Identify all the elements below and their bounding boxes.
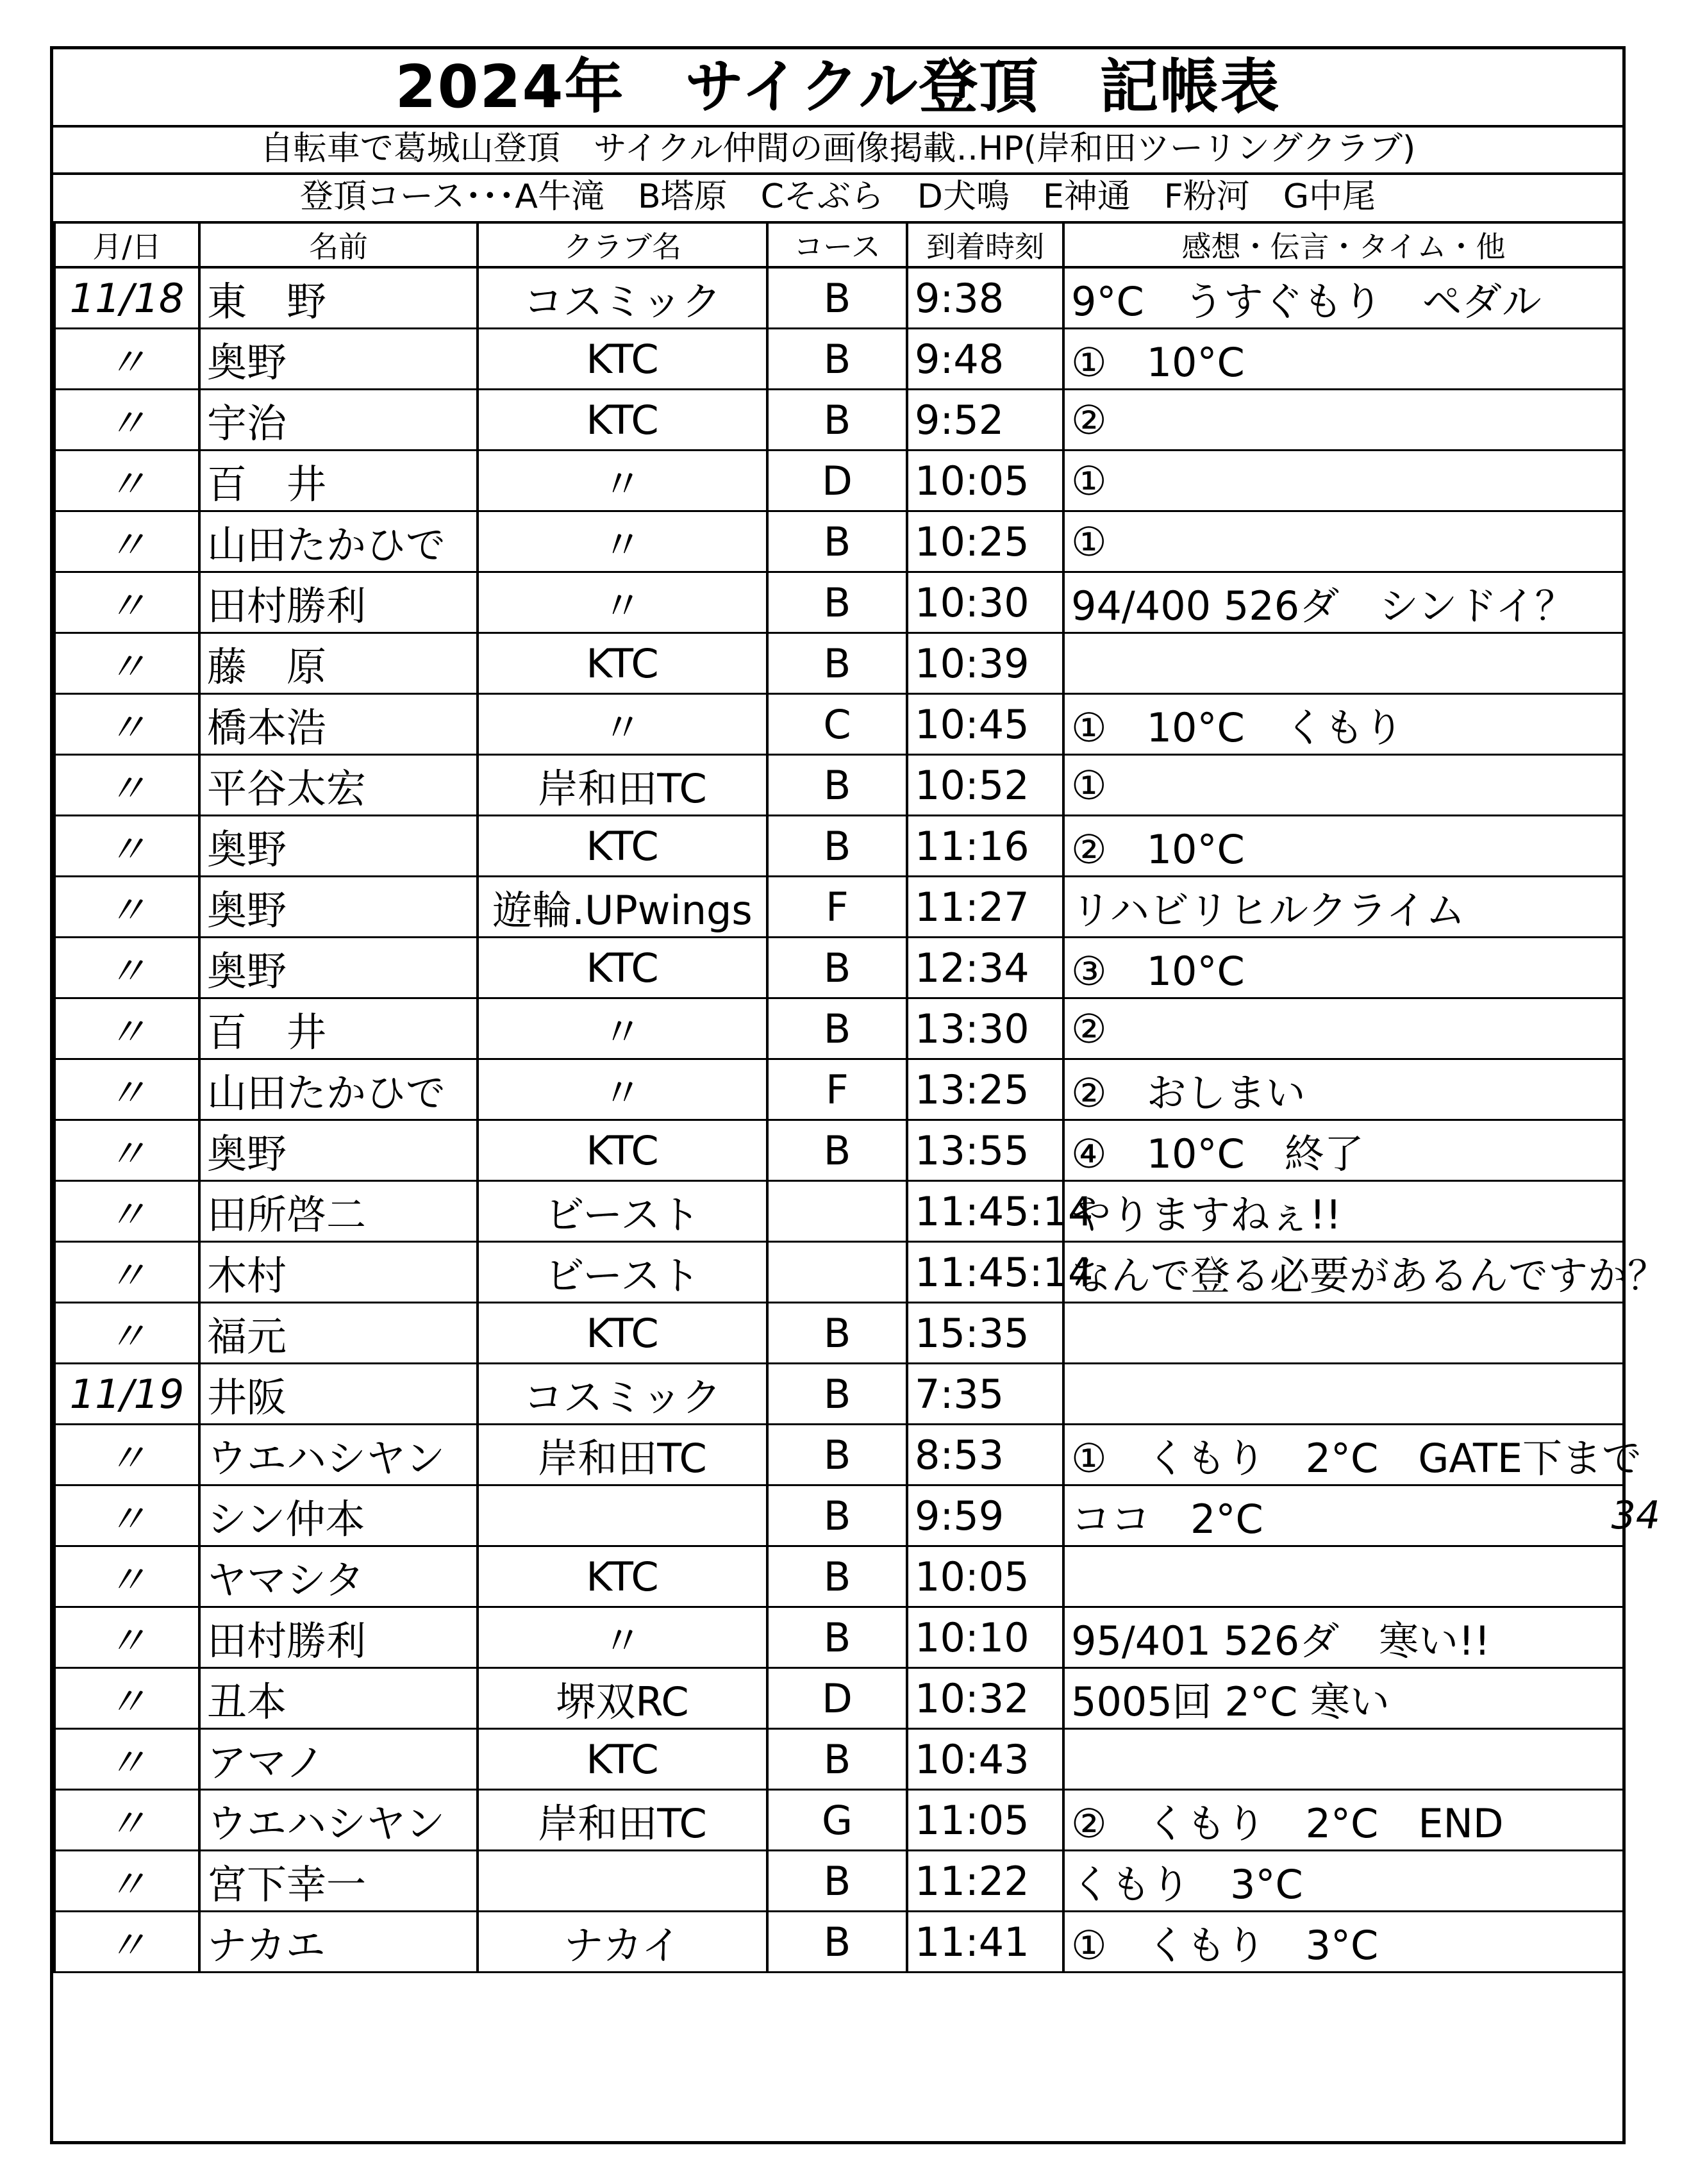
row-name: 宮下幸一 bbox=[199, 1851, 478, 1912]
header-time: 到着時刻 bbox=[907, 222, 1063, 267]
row-club: 〃 bbox=[478, 998, 767, 1059]
row-course: C bbox=[767, 694, 907, 755]
header-note: 感想・伝言・タイム・他 bbox=[1063, 222, 1624, 267]
table-row bbox=[54, 938, 1624, 998]
row-club bbox=[478, 1485, 767, 1546]
row-club: KTC bbox=[478, 1729, 767, 1790]
row-note: ① 10°C bbox=[1063, 329, 1624, 390]
table-row bbox=[54, 1059, 1624, 1120]
row-club: 遊輪.UPwings bbox=[478, 877, 767, 938]
row-name: ヤマシタ bbox=[199, 1546, 478, 1607]
table-row bbox=[54, 1668, 1624, 1729]
row-name: 宇治 bbox=[199, 390, 478, 451]
row-course bbox=[767, 1242, 907, 1303]
row-time: 9:38 bbox=[907, 267, 1063, 329]
row-name: 田所啓二 bbox=[199, 1181, 478, 1242]
row-name: 藤 原 bbox=[199, 633, 478, 694]
row-note: ③ 10°C bbox=[1063, 938, 1624, 998]
row-date: 11/19 bbox=[54, 1364, 199, 1425]
header-club: クラブ名 bbox=[478, 222, 767, 267]
row-date: 〃 bbox=[54, 1425, 199, 1485]
row-time: 10:05 bbox=[907, 1546, 1063, 1607]
row-name: 奥野 bbox=[199, 938, 478, 998]
row-club: 〃 bbox=[478, 511, 767, 572]
table-row bbox=[54, 755, 1624, 816]
row-time: 11:22 bbox=[907, 1851, 1063, 1912]
register-sheet bbox=[50, 46, 1668, 2144]
row-note: ① くもり 2°C GATE下まで bbox=[1063, 1425, 1624, 1485]
sheet-subtitle: 自転車で葛城山登頂 サイクル仲間の画像掲載‥HP(岸和田ツーリングクラブ) bbox=[53, 125, 1622, 175]
sheet-title: 2024年 サイクル登頂 記帳表 bbox=[53, 49, 1622, 128]
table-row bbox=[54, 1303, 1624, 1364]
row-course: B bbox=[767, 1485, 907, 1546]
row-time: 11:16 bbox=[907, 816, 1063, 877]
row-course: B bbox=[767, 1729, 907, 1790]
row-note bbox=[1063, 1364, 1624, 1425]
row-time: 9:52 bbox=[907, 390, 1063, 451]
row-club: KTC bbox=[478, 938, 767, 998]
row-note: 94/400 526ダ シンドイ？ bbox=[1063, 572, 1624, 633]
row-time: 8:53 bbox=[907, 1425, 1063, 1485]
row-date: 〃 bbox=[54, 998, 199, 1059]
row-date: 11/18 bbox=[54, 267, 199, 329]
row-course: B bbox=[767, 1912, 907, 1973]
row-note bbox=[1063, 1546, 1624, 1607]
row-course: B bbox=[767, 511, 907, 572]
row-note: ④ 10°C 終了 bbox=[1063, 1120, 1624, 1181]
row-date: 〃 bbox=[54, 938, 199, 998]
row-course: B bbox=[767, 755, 907, 816]
row-club: ビースト bbox=[478, 1181, 767, 1242]
table-row bbox=[54, 511, 1624, 572]
row-time: 11:41 bbox=[907, 1912, 1063, 1973]
row-date: 〃 bbox=[54, 633, 199, 694]
table-row bbox=[54, 998, 1624, 1059]
ascent-log-table bbox=[53, 221, 1668, 1973]
row-date: 〃 bbox=[54, 1729, 199, 1790]
row-course: D bbox=[767, 451, 907, 511]
row-date: 〃 bbox=[54, 755, 199, 816]
row-club: 堺双RC bbox=[478, 1668, 767, 1729]
table-row bbox=[54, 1912, 1624, 1973]
table-row bbox=[54, 816, 1624, 877]
row-time: 9:59 bbox=[907, 1485, 1063, 1546]
table-row bbox=[54, 1851, 1624, 1912]
row-time: 10:05 bbox=[907, 451, 1063, 511]
row-date: 〃 bbox=[54, 1668, 199, 1729]
row-club: KTC bbox=[478, 1120, 767, 1181]
log-body bbox=[54, 267, 1668, 1973]
row-time: 11:45:14 bbox=[907, 1242, 1063, 1303]
row-course: B bbox=[767, 1364, 907, 1425]
row-course: B bbox=[767, 1425, 907, 1485]
row-club: KTC bbox=[478, 390, 767, 451]
table-row bbox=[54, 1364, 1624, 1425]
row-name: 山田たかひで bbox=[199, 1059, 478, 1120]
row-club: 〃 bbox=[478, 572, 767, 633]
row-note bbox=[1063, 1729, 1624, 1790]
row-note: なんで登る必要があるんですか？ bbox=[1063, 1242, 1624, 1303]
table-row bbox=[54, 572, 1624, 633]
row-name: 奥野 bbox=[199, 1120, 478, 1181]
row-club: KTC bbox=[478, 1546, 767, 1607]
row-date: 〃 bbox=[54, 329, 199, 390]
table-row bbox=[54, 877, 1624, 938]
row-date: 〃 bbox=[54, 1059, 199, 1120]
row-course: B bbox=[767, 572, 907, 633]
row-time: 9:48 bbox=[907, 329, 1063, 390]
row-note: くもり 3°C bbox=[1063, 1851, 1624, 1912]
row-club: コスミック bbox=[478, 267, 767, 329]
row-club: ビースト bbox=[478, 1242, 767, 1303]
row-course: D bbox=[767, 1668, 907, 1729]
row-date: 〃 bbox=[54, 1120, 199, 1181]
row-name: 百 井 bbox=[199, 451, 478, 511]
row-club: KTC bbox=[478, 1303, 767, 1364]
row-club: 岸和田TC bbox=[478, 1790, 767, 1851]
row-course: B bbox=[767, 1120, 907, 1181]
row-date: 〃 bbox=[54, 694, 199, 755]
row-date: 〃 bbox=[54, 877, 199, 938]
row-time: 13:30 bbox=[907, 998, 1063, 1059]
table-row bbox=[54, 329, 1624, 390]
row-club: 〃 bbox=[478, 451, 767, 511]
row-note: ① くもり 3°C bbox=[1063, 1912, 1624, 1973]
row-name: 東 野 bbox=[199, 267, 478, 329]
header-row bbox=[54, 222, 1624, 267]
row-time: 10:10 bbox=[907, 1607, 1063, 1668]
row-name: 山田たかひで bbox=[199, 511, 478, 572]
row-time: 10:32 bbox=[907, 1668, 1063, 1729]
row-note: 9°C うすぐもり ペダル bbox=[1063, 267, 1624, 329]
row-name: 奥野 bbox=[199, 329, 478, 390]
table-row bbox=[54, 1242, 1624, 1303]
row-note: 95/401 526ダ 寒い!! bbox=[1063, 1607, 1624, 1668]
row-note: ① bbox=[1063, 451, 1624, 511]
header-date: 月/日 bbox=[54, 222, 199, 267]
row-name: 田村勝利 bbox=[199, 1607, 478, 1668]
row-date: 〃 bbox=[54, 1607, 199, 1668]
row-time: 11:27 bbox=[907, 877, 1063, 938]
table-row bbox=[54, 1790, 1624, 1851]
row-time: 7:35 bbox=[907, 1364, 1063, 1425]
row-course: B bbox=[767, 267, 907, 329]
row-name: 福元 bbox=[199, 1303, 478, 1364]
row-note: 5005回 2°C 寒い bbox=[1063, 1668, 1624, 1729]
row-note bbox=[1063, 1303, 1624, 1364]
row-course: B bbox=[767, 1303, 907, 1364]
row-course: F bbox=[767, 877, 907, 938]
row-course: F bbox=[767, 1059, 907, 1120]
row-club: コスミック bbox=[478, 1364, 767, 1425]
row-note: ココ 2°C bbox=[1063, 1485, 1624, 1546]
row-date: 〃 bbox=[54, 1790, 199, 1851]
row-note: リハビリヒルクライム bbox=[1063, 877, 1624, 938]
row-note: ② 10°C bbox=[1063, 816, 1624, 877]
row-note: ② bbox=[1063, 998, 1624, 1059]
row-course: B bbox=[767, 938, 907, 998]
row-time: 11:05 bbox=[907, 1790, 1063, 1851]
row-club: KTC bbox=[478, 329, 767, 390]
row-name: 田村勝利 bbox=[199, 572, 478, 633]
row-name: 木村 bbox=[199, 1242, 478, 1303]
row-name: 百 井 bbox=[199, 998, 478, 1059]
row-club: KTC bbox=[478, 633, 767, 694]
row-time: 13:25 bbox=[907, 1059, 1063, 1120]
row-course: B bbox=[767, 1607, 907, 1668]
row-time: 10:25 bbox=[907, 511, 1063, 572]
row-club: 岸和田TC bbox=[478, 755, 767, 816]
table-row bbox=[54, 1425, 1624, 1485]
row-name: 井阪 bbox=[199, 1364, 478, 1425]
row-date: 〃 bbox=[54, 451, 199, 511]
row-time: 10:52 bbox=[907, 755, 1063, 816]
table-row bbox=[54, 1181, 1624, 1242]
row-time: 10:30 bbox=[907, 572, 1063, 633]
row-course: B bbox=[767, 1851, 907, 1912]
row-note: ① bbox=[1063, 511, 1624, 572]
row-course: B bbox=[767, 1546, 907, 1607]
row-date: 〃 bbox=[54, 572, 199, 633]
row-note bbox=[1063, 633, 1624, 694]
row-club bbox=[478, 1851, 767, 1912]
row-date: 〃 bbox=[54, 1242, 199, 1303]
row-time: 10:39 bbox=[907, 633, 1063, 694]
row-date: 〃 bbox=[54, 1181, 199, 1242]
row-name: アマノ bbox=[199, 1729, 478, 1790]
row-time: 11:45:14 bbox=[907, 1181, 1063, 1242]
margin-note: 34 bbox=[1611, 1493, 1660, 1538]
table-row bbox=[54, 1607, 1624, 1668]
row-note: やりますねぇ!! bbox=[1063, 1181, 1624, 1242]
table-row bbox=[54, 694, 1624, 755]
row-note: ② bbox=[1063, 390, 1624, 451]
table-row bbox=[54, 633, 1624, 694]
row-date: 〃 bbox=[54, 1546, 199, 1607]
row-note: ① bbox=[1063, 755, 1624, 816]
row-date: 〃 bbox=[54, 1912, 199, 1973]
row-name: 平谷太宏 bbox=[199, 755, 478, 816]
row-date: 〃 bbox=[54, 390, 199, 451]
table-row bbox=[54, 1120, 1624, 1181]
row-time: 12:34 bbox=[907, 938, 1063, 998]
row-note: ② おしまい bbox=[1063, 1059, 1624, 1120]
row-club: ナカイ bbox=[478, 1912, 767, 1973]
row-club: 〃 bbox=[478, 1059, 767, 1120]
row-date: 〃 bbox=[54, 1303, 199, 1364]
row-course: B bbox=[767, 816, 907, 877]
table-row bbox=[54, 267, 1624, 329]
header-name: 名前 bbox=[199, 222, 478, 267]
row-time: 10:45 bbox=[907, 694, 1063, 755]
row-club: KTC bbox=[478, 816, 767, 877]
row-course: B bbox=[767, 329, 907, 390]
table-row bbox=[54, 1729, 1624, 1790]
row-course bbox=[767, 1181, 907, 1242]
table-row bbox=[54, 451, 1624, 511]
row-name: 奥野 bbox=[199, 877, 478, 938]
row-date: 〃 bbox=[54, 1485, 199, 1546]
row-club: 〃 bbox=[478, 1607, 767, 1668]
table-row bbox=[54, 390, 1624, 451]
row-club: 岸和田TC bbox=[478, 1425, 767, 1485]
row-name: ウエハシヤン bbox=[199, 1790, 478, 1851]
row-time: 15:35 bbox=[907, 1303, 1063, 1364]
row-name: 橋本浩 bbox=[199, 694, 478, 755]
row-course: B bbox=[767, 390, 907, 451]
course-legend: 登頂コース･･･A牛滝 B塔原 Cそぶら D犬鳴 E神通 F粉河 G中尾 bbox=[299, 178, 1376, 216]
row-name: 奥野 bbox=[199, 816, 478, 877]
row-time: 13:55 bbox=[907, 1120, 1063, 1181]
row-course: G bbox=[767, 1790, 907, 1851]
row-note: ① 10°C くもり bbox=[1063, 694, 1624, 755]
row-date: 〃 bbox=[54, 816, 199, 877]
row-name: ナカエ bbox=[199, 1912, 478, 1973]
row-name: ウエハシヤン bbox=[199, 1425, 478, 1485]
row-name: 丑本 bbox=[199, 1668, 478, 1729]
row-note: ② くもり 2°C END bbox=[1063, 1790, 1624, 1851]
row-date: 〃 bbox=[54, 1851, 199, 1912]
row-course: B bbox=[767, 633, 907, 694]
table-row bbox=[54, 1546, 1624, 1607]
row-course: B bbox=[767, 998, 907, 1059]
row-name: シン仲本 bbox=[199, 1485, 478, 1546]
row-time: 10:43 bbox=[907, 1729, 1063, 1790]
row-date: 〃 bbox=[54, 511, 199, 572]
table-row bbox=[54, 1485, 1624, 1546]
row-club: 〃 bbox=[478, 694, 767, 755]
header-course: コース bbox=[767, 222, 907, 267]
